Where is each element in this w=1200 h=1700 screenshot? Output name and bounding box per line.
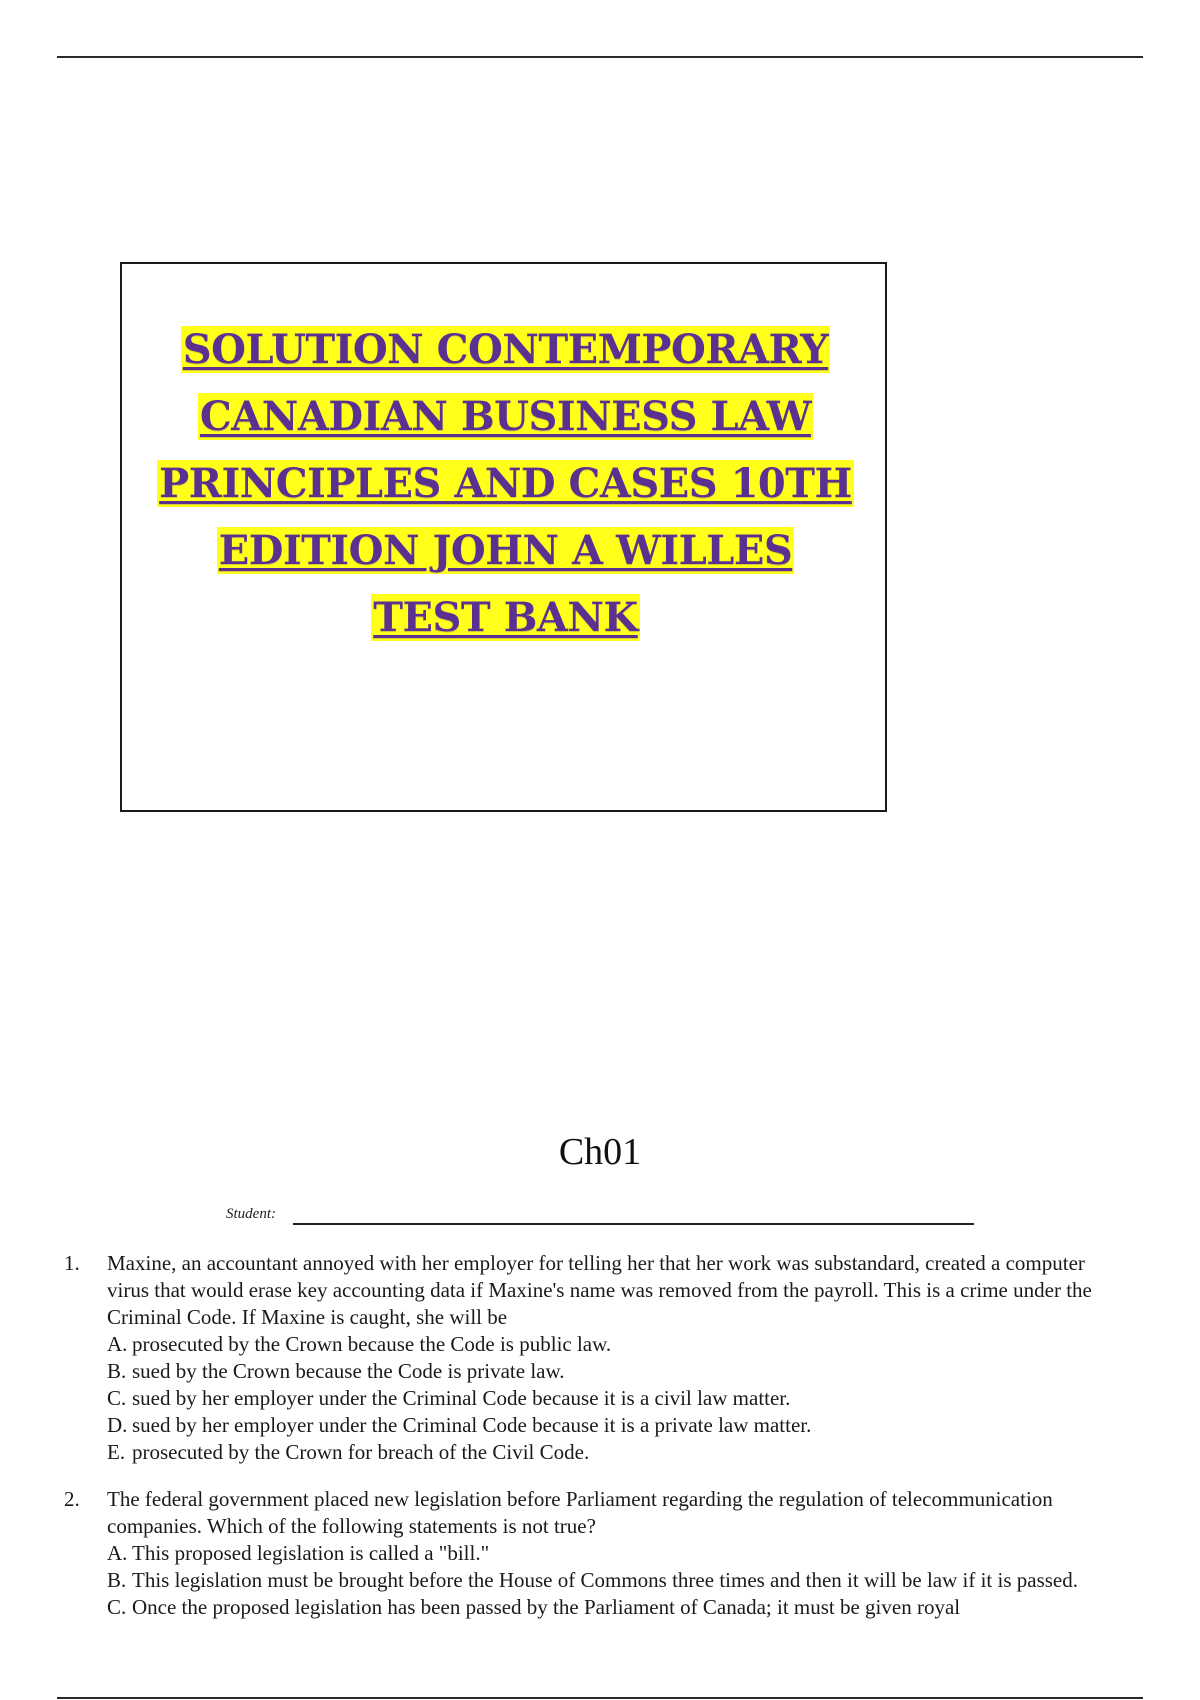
option-text: sued by her employer under the Criminal Code because it is a private law matter. [132,1413,812,1437]
question-number: 2. [64,1487,80,1511]
chapter-heading: Ch01 [558,1131,642,1173]
answer-option[interactable] [107,1412,1127,1439]
bottom-rule [57,1697,1143,1699]
option-text: This proposed legislation is called a "bill." [132,1541,490,1565]
answer-option[interactable] [107,1358,1127,1385]
option-letter: A. [107,1541,128,1565]
option-text: This legislation must be brought before the House of Commons three times and then it will be law if it is passed. [132,1568,1079,1592]
cover-title-line: EDITION JOHN A WILLES [218,527,793,574]
answer-option[interactable] [107,1594,1127,1621]
option-letter: D. [107,1413,128,1437]
option-letter: A. [107,1332,128,1356]
cover-title-line: CANADIAN BUSINESS LAW [199,393,812,440]
cover-title-box [120,262,887,812]
question-number: 1. [64,1251,80,1275]
option-letter: E. [107,1440,126,1464]
top-rule [57,56,1143,58]
question-stem: Maxine, an accountant annoyed with her employer for telling her that her work was substandard, created a computer virus that would erase key accounting data if Maxine's name was removed from the payroll. This is a crime under the Criminal Code. If Maxine is caught, she will be [107,1251,1092,1329]
question-stem: The federal government placed new legislation before Parliament regarding the regulation of telecommunication companies. Which of the following statements is not true? [107,1487,1053,1538]
student-name-row [226,1206,976,1228]
answer-option[interactable] [107,1331,1127,1358]
answer-option[interactable] [107,1567,1127,1594]
student-name-field[interactable] [293,1223,974,1225]
question-body [107,1250,1127,1466]
answer-options [107,1331,1127,1466]
answer-option[interactable] [107,1385,1127,1412]
question-body [107,1486,1127,1621]
cover-title-line: TEST BANK [373,594,638,641]
option-text: prosecuted by the Crown for breach of the Civil Code. [132,1440,590,1464]
student-label: Student: [226,1206,276,1222]
cover-title [122,316,889,651]
option-letter: B. [107,1568,127,1592]
cover-title-line: SOLUTION CONTEMPORARY [182,326,829,373]
answer-options [107,1540,1127,1621]
answer-option[interactable] [107,1540,1127,1567]
option-letter: C. [107,1595,127,1619]
option-text: Once the proposed legislation has been passed by the Parliament of Canada; it must be given royal [132,1595,961,1619]
option-letter: B. [107,1359,127,1383]
option-text: sued by the Crown because the Code is private law. [132,1359,565,1383]
option-text: prosecuted by the Crown because the Code is public law. [132,1332,612,1356]
option-text: sued by her employer under the Criminal Code because it is a civil law matter. [132,1386,791,1410]
answer-option[interactable] [107,1439,1127,1466]
cover-title-line: PRINCIPLES AND CASES 10TH [159,460,852,507]
option-letter: C. [107,1386,127,1410]
